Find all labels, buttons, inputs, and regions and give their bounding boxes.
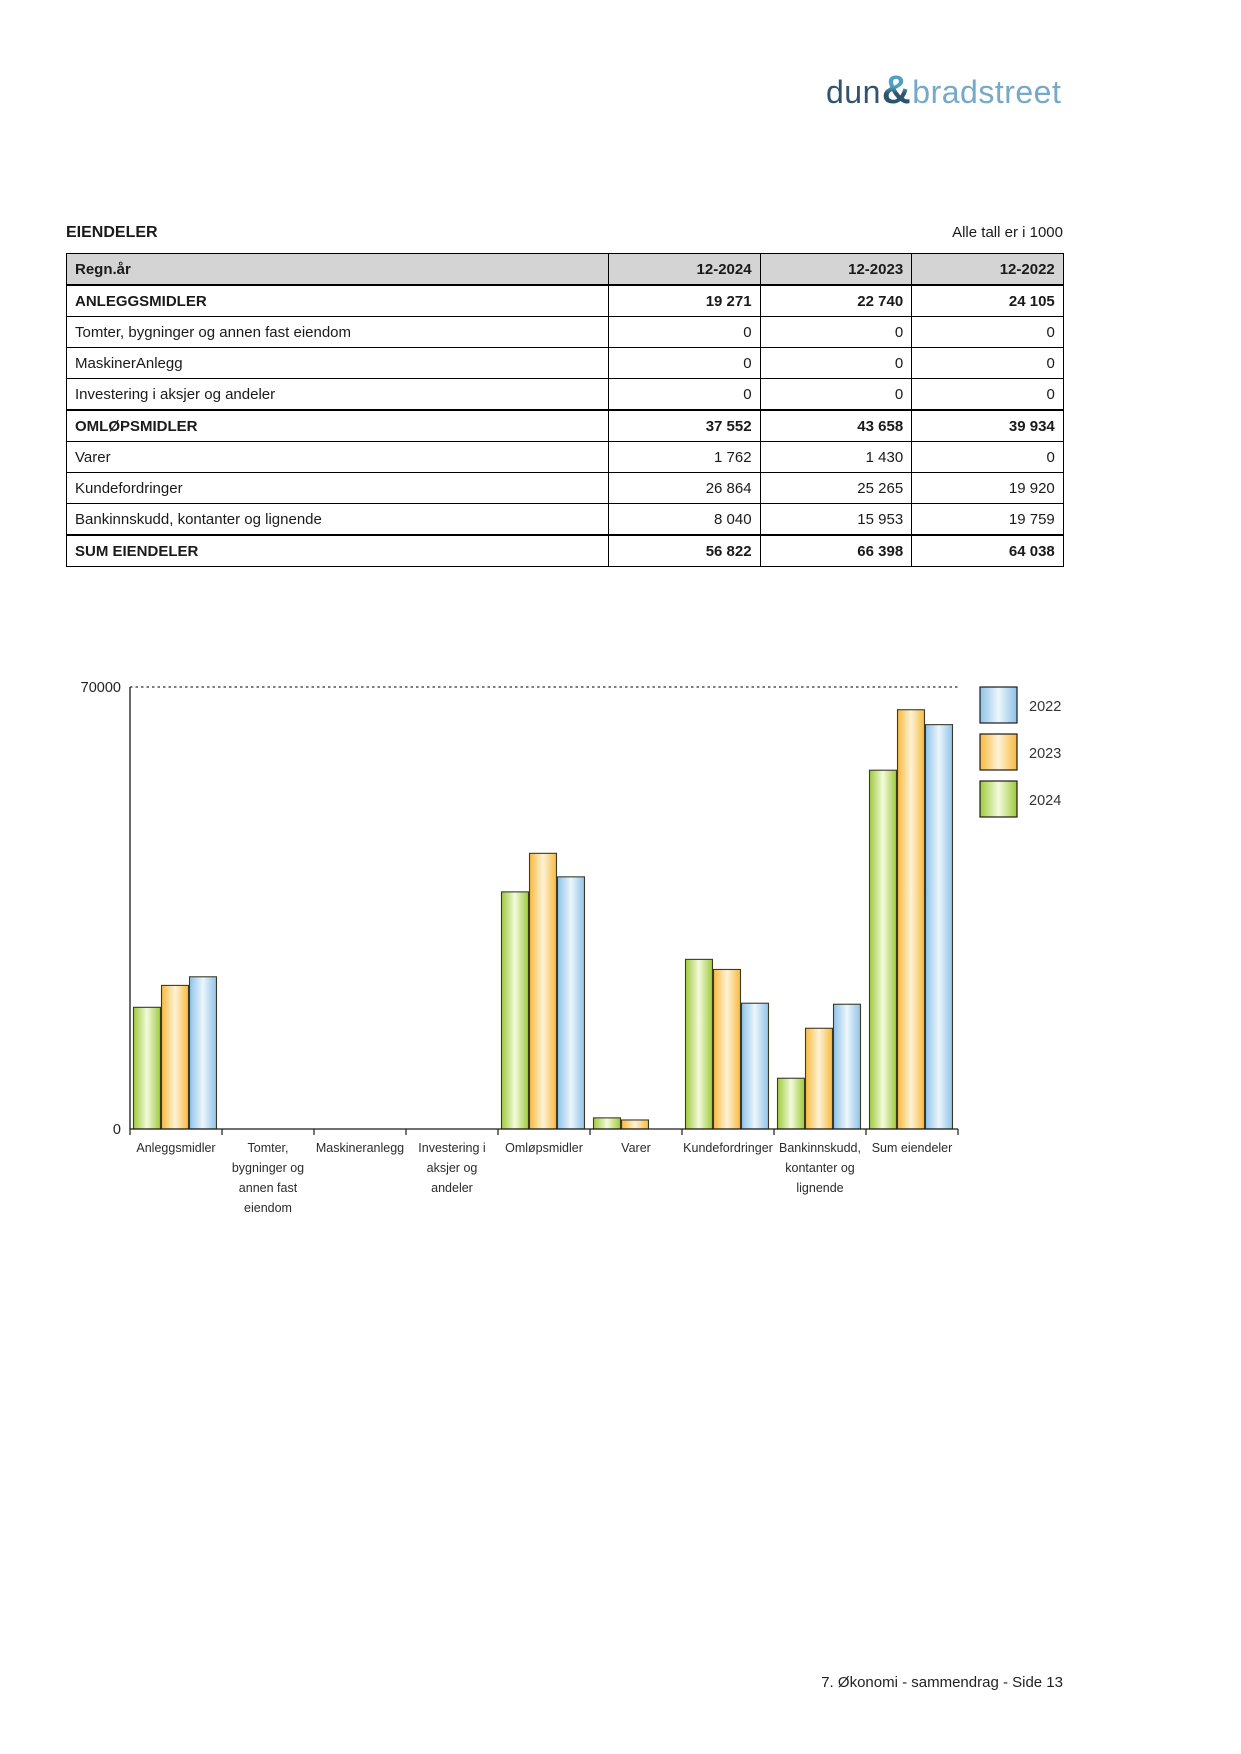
table-cell-value: 43 658 <box>760 410 912 442</box>
table-cell-value: 1 430 <box>760 442 912 473</box>
table-row <box>67 348 1064 379</box>
bar-2023 <box>622 1120 649 1129</box>
bar-2024 <box>594 1118 621 1129</box>
column-header-label: Regn.år <box>67 254 609 286</box>
logo-text-bradstreet: bradstreet <box>912 74 1062 110</box>
x-category-label: Tomter, bygninger og annen fast eiendom <box>231 1141 305 1215</box>
column-header-year: 12-2022 <box>912 254 1064 286</box>
table-cell-label: Investering i aksjer og andeler <box>67 379 609 411</box>
financial-table <box>66 253 1064 567</box>
bar-2023 <box>162 985 189 1129</box>
table-cell-label: OMLØPSMIDLER <box>67 410 609 442</box>
table-row <box>67 535 1064 567</box>
column-header-year: 12-2024 <box>609 254 761 286</box>
table-cell-value: 37 552 <box>609 410 761 442</box>
page-footer: 7. Økonomi - sammendrag - Side 13 <box>821 1674 1063 1691</box>
section-heading-row <box>66 224 1063 242</box>
legend-swatch-2024 <box>980 781 1017 817</box>
bar-2024 <box>502 892 529 1129</box>
legend-label-2023: 2023 <box>1029 746 1062 762</box>
x-category-label: Maskineranlegg <box>315 1141 405 1155</box>
table-cell-value: 8 040 <box>609 504 761 536</box>
table-cell-value: 0 <box>760 317 912 348</box>
x-category-label: Omløpsmidler <box>505 1141 583 1155</box>
x-category-label: Kundefordringer <box>683 1141 773 1155</box>
table-cell-value: 24 105 <box>912 285 1064 317</box>
table-cell-value: 26 864 <box>609 473 761 504</box>
table-cell-value: 19 920 <box>912 473 1064 504</box>
x-category-label: Sum eiendeler <box>871 1141 953 1155</box>
table-cell-value: 0 <box>912 348 1064 379</box>
table-header <box>67 254 1064 286</box>
table-row <box>67 473 1064 504</box>
bar-2024 <box>686 959 713 1129</box>
table-cell-value: 15 953 <box>760 504 912 536</box>
table-cell-label: MaskinerAnlegg <box>67 348 609 379</box>
table-cell-label: Varer <box>67 442 609 473</box>
bar-2022 <box>834 1004 861 1129</box>
legend-label-2022: 2022 <box>1029 699 1062 715</box>
table-row <box>67 442 1064 473</box>
x-category-label: Anleggsmidler <box>136 1141 216 1155</box>
bar-chart <box>0 600 1241 1300</box>
dun-and-bradstreet-logo <box>826 68 1061 113</box>
table-cell-value: 0 <box>609 379 761 411</box>
legend-swatch-2023 <box>980 734 1017 770</box>
table-cell-value: 1 762 <box>609 442 761 473</box>
table-cell-label: Kundefordringer <box>67 473 609 504</box>
table-cell-value: 22 740 <box>760 285 912 317</box>
table-row <box>67 285 1064 317</box>
page-title: EIENDELER <box>66 224 158 241</box>
table-cell-value: 19 759 <box>912 504 1064 536</box>
x-category-label: Investering i aksjer og andeler <box>418 1141 486 1195</box>
x-category-label: Varer <box>621 1141 651 1155</box>
table-cell-value: 0 <box>912 317 1064 348</box>
table-cell-label: Tomter, bygninger og annen fast eiendom <box>67 317 609 348</box>
table-cell-value: 0 <box>912 442 1064 473</box>
table-cell-value: 39 934 <box>912 410 1064 442</box>
table-cell-value: 0 <box>760 379 912 411</box>
table-cell-label: ANLEGGSMIDLER <box>67 285 609 317</box>
x-category-label: Bankinnskudd, kontanter og lignende <box>778 1141 862 1195</box>
y-tick-label: 0 <box>112 1122 121 1138</box>
legend-swatch-2022 <box>980 687 1017 723</box>
bar-2024 <box>778 1078 805 1129</box>
table-cell-value: 56 822 <box>609 535 761 567</box>
table-body <box>67 285 1064 567</box>
legend-label-2024: 2024 <box>1029 793 1062 809</box>
table-cell-value: 64 038 <box>912 535 1064 567</box>
bar-2022 <box>742 1003 769 1129</box>
logo-ampersand-icon: & <box>881 68 912 112</box>
y-tick-label: 70000 <box>80 680 121 696</box>
bar-2022 <box>190 977 217 1129</box>
table-row <box>67 504 1064 536</box>
table-cell-value: 0 <box>609 348 761 379</box>
bar-2022 <box>558 877 585 1129</box>
table-cell-label: Bankinnskudd, kontanter og lignende <box>67 504 609 536</box>
table-cell-value: 0 <box>609 317 761 348</box>
bar-2023 <box>898 710 925 1129</box>
bar-2024 <box>134 1007 161 1129</box>
bar-2023 <box>530 853 557 1129</box>
bar-2023 <box>806 1028 833 1129</box>
units-note: Alle tall er i 1000 <box>952 224 1063 241</box>
bar-2023 <box>714 969 741 1129</box>
table-row <box>67 410 1064 442</box>
table-cell-value: 0 <box>912 379 1064 411</box>
bar-2024 <box>870 770 897 1129</box>
table-header-row <box>67 254 1064 286</box>
table-cell-value: 19 271 <box>609 285 761 317</box>
table-cell-label: SUM EIENDELER <box>67 535 609 567</box>
table-row <box>67 317 1064 348</box>
table-cell-value: 25 265 <box>760 473 912 504</box>
table-cell-value: 0 <box>760 348 912 379</box>
column-header-year: 12-2023 <box>760 254 912 286</box>
logo-text-dun: dun <box>826 74 881 110</box>
table-row <box>67 379 1064 411</box>
table-cell-value: 66 398 <box>760 535 912 567</box>
bar-2022 <box>926 725 953 1129</box>
